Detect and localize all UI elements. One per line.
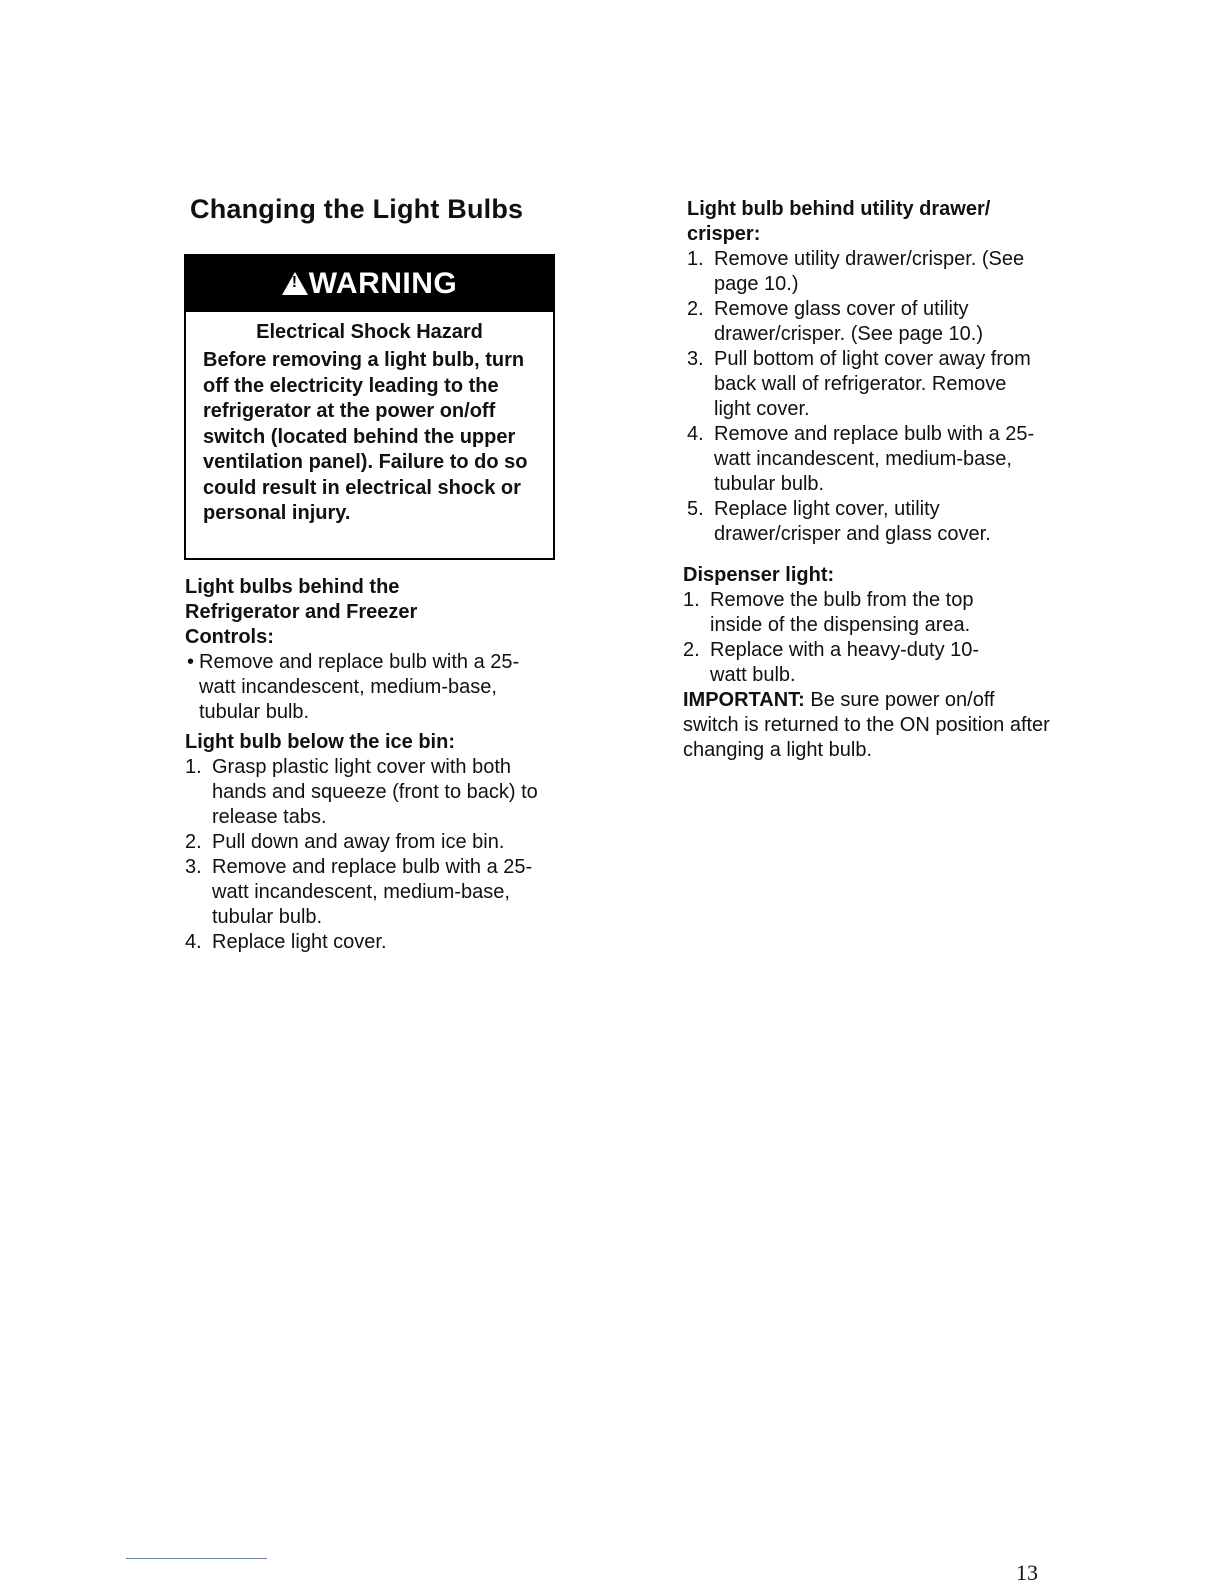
warning-header [186, 256, 553, 312]
numbered-list [687, 247, 1042, 547]
warning-body: Before removing a light bulb, turn off the electricity leading to the refrigerator at the power on/off switch (located behind the upper ventilation panel). Failure to do so could result in electrical shock or personal injury. [203, 349, 528, 524]
page-title: Changing the Light Bulbs [190, 194, 524, 224]
bullet-list [185, 650, 545, 725]
step-number: 1. [687, 248, 704, 270]
list-item-text: Pull bottom of light cover away from back wall of refrigerator. Remove light cover. [714, 348, 1031, 420]
list-item [687, 347, 1042, 422]
list-item [185, 930, 560, 955]
section-below-ice-bin [185, 730, 565, 955]
page-number: 13 [1016, 1560, 1038, 1585]
list-item-text: Remove glass cover of utility drawer/crisper. (See page 10.) [714, 298, 984, 345]
bullet-marker: • [187, 651, 195, 673]
step-number: 2. [683, 639, 700, 661]
section-dispenser-light [683, 563, 1053, 763]
list-item-text: Remove utility drawer/crisper. (See page 10.) [714, 248, 1025, 295]
numbered-list [185, 755, 560, 955]
list-item [687, 497, 1042, 547]
list-item-text: Replace with a heavy-duty 10-watt bulb. [710, 639, 980, 686]
step-number: 1. [185, 756, 202, 778]
list-item-text: Grasp plastic light cover with both hands and squeeze (front to back) to release tabs. [212, 756, 538, 828]
alert-triangle-icon [282, 272, 308, 295]
list-item-text: Remove and replace bulb with a 25-watt incandescent, medium-base, tubular bulb. [714, 423, 1035, 495]
list-item [185, 755, 560, 830]
list-item-text: Remove and replace bulb with a 25-watt incandescent, medium-base, tubular bulb. [212, 856, 533, 928]
step-number: 4. [185, 931, 202, 953]
list-item-text: Remove and replace bulb with a 25-watt incandescent, medium-base, tubular bulb. [199, 651, 520, 723]
list-item [185, 830, 522, 855]
section-heading: Light bulb behind utility drawer/ crisper: [687, 198, 991, 245]
section-refrigerator-freezer-controls [185, 575, 545, 725]
warning-header-label: WARNING [308, 267, 458, 300]
list-item-text: Replace light cover. [212, 931, 387, 953]
footer-divider [126, 1558, 267, 1559]
numbered-list [683, 588, 1028, 688]
step-number: 3. [687, 348, 704, 370]
section-heading: Light bulb below the ice bin: [185, 731, 455, 753]
section-heading: Light bulbs behind the Refrigerator and Freezer Controls: [185, 576, 418, 648]
section-utility-drawer-crisper [687, 197, 1057, 547]
step-number: 5. [687, 498, 704, 520]
step-number: 1. [683, 589, 700, 611]
important-note [683, 688, 1053, 763]
list-item [683, 638, 1010, 688]
important-label: IMPORTANT: [683, 689, 805, 711]
step-number: 2. [185, 831, 202, 853]
list-item [185, 855, 557, 930]
section-heading: Dispenser light: [683, 564, 835, 586]
list-item [185, 650, 545, 725]
list-item [687, 422, 1042, 497]
step-number: 4. [687, 423, 704, 445]
warning-subtitle: Electrical Shock Hazard [256, 321, 483, 343]
list-item-text: Replace light cover, utility drawer/crisper and glass cover. [714, 498, 991, 545]
warning-box [184, 254, 555, 560]
list-item-text: Remove the bulb from the top inside of the dispensing area. [710, 589, 974, 636]
important-text: Be sure power on/off switch is returned to the ON position after changing a light bulb. [683, 689, 1050, 761]
list-item [687, 247, 1042, 297]
step-number: 2. [687, 298, 704, 320]
list-item-text: Pull down and away from ice bin. [212, 831, 505, 853]
list-item [687, 297, 1044, 347]
list-item [683, 588, 1028, 638]
step-number: 3. [185, 856, 202, 878]
